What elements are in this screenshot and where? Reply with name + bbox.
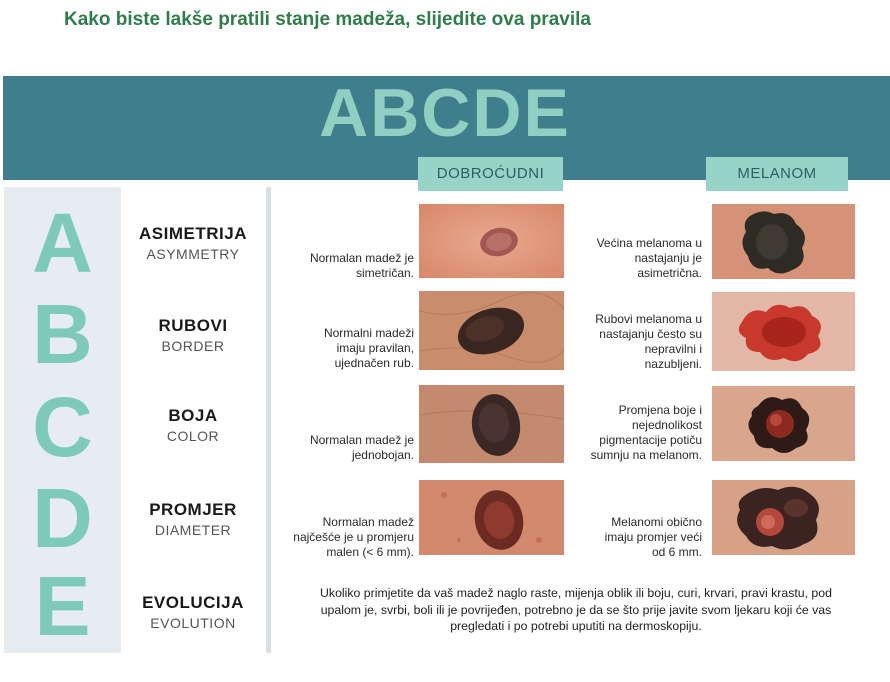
text-line: Normalan madež je <box>309 433 414 447</box>
melanoma-diameter-photo <box>712 480 855 555</box>
benign-text-asymmetry <box>280 251 414 281</box>
row-label-asymmetry <box>122 224 264 262</box>
text-line: nastajanju je <box>634 251 702 265</box>
text-line: sumnju na melanom. <box>590 448 702 462</box>
row-label-en: EVOLUTION <box>150 615 236 631</box>
melanoma-color-photo <box>712 386 855 461</box>
benign-text-border <box>280 326 414 371</box>
text-line: pigmentacije potiču <box>599 433 702 447</box>
letter-d: D <box>32 471 93 565</box>
letter-a: A <box>32 196 93 290</box>
text-line: imaju pravilan, <box>336 341 414 355</box>
benign-text-diameter <box>280 515 414 560</box>
text-line: jednobojan. <box>351 448 414 462</box>
letter-b: B <box>32 287 93 381</box>
row-label-hr: EVOLUCIJA <box>142 593 244 612</box>
row-label-en: COLOR <box>166 428 220 444</box>
row-label-hr: RUBOVI <box>158 316 228 335</box>
text-line: asimetrična. <box>637 266 702 280</box>
text-line: nastajanju često su <box>599 327 702 341</box>
column-header-melanoma: MELANOM <box>706 157 848 191</box>
row-label-hr: BOJA <box>168 406 218 425</box>
row-label-en: DIAMETER <box>154 522 232 538</box>
melanoma-text-color <box>570 403 702 463</box>
row-label-hr: PROMJER <box>149 500 237 519</box>
banner-title: ABCDE <box>319 75 571 151</box>
row-label-color <box>122 406 264 444</box>
column-header-benign: DOBROĆUDNI <box>418 157 563 191</box>
row-label-border <box>122 316 264 354</box>
melanoma-text-asymmetry <box>570 236 702 281</box>
column-divider <box>266 187 271 653</box>
row-label-diameter <box>122 500 264 538</box>
row-label-en: ASYMMETRY <box>146 246 240 262</box>
text-line: nazubljeni. <box>644 357 702 371</box>
row-label-evolution <box>122 593 264 631</box>
benign-asymmetry-photo <box>419 204 564 278</box>
text-line: od 6 mm. <box>651 545 702 559</box>
text-line: Rubovi melanoma u <box>595 312 702 326</box>
text-line: nejednolikost <box>631 418 702 432</box>
text-line: upalom je, svrbi, boli ili je povrijeđen, potrebno je da se što prije javite svom ljekaru koji će vas <box>320 602 832 617</box>
text-line: Većina melanoma u <box>596 236 702 250</box>
text-line: imaju promjer veći <box>604 530 702 544</box>
benign-diameter-photo <box>419 480 564 555</box>
text-line: ujednačen rub. <box>334 356 414 370</box>
row-label-hr: ASIMETRIJA <box>139 224 247 243</box>
text-line: Melanomi obično <box>611 515 702 529</box>
text-line: Promjena boje i <box>618 403 702 417</box>
benign-color-photo <box>419 385 564 463</box>
benign-text-color <box>280 433 414 463</box>
melanoma-text-diameter <box>570 515 702 560</box>
letter-c: C <box>32 380 93 474</box>
evolution-description <box>292 585 860 635</box>
text-line: Normalan madež <box>322 515 414 529</box>
text-line: Normalan madež je <box>309 251 414 265</box>
text-line: malen (< 6 mm). <box>326 545 414 559</box>
text-line: simetričan. <box>355 266 414 280</box>
melanoma-text-border <box>570 312 702 372</box>
page-title: Kako biste lakše pratili stanje madeža, slijedite ova pravila <box>64 9 591 30</box>
text-line: najčešće je u promjeru <box>293 530 414 544</box>
text-line: nepravilni i <box>644 342 702 356</box>
letter-e: E <box>34 559 91 653</box>
text-line: Normalni madeži <box>323 326 414 340</box>
melanoma-asymmetry-photo <box>712 204 855 279</box>
melanoma-border-photo <box>712 292 855 371</box>
row-label-en: BORDER <box>161 338 225 354</box>
benign-border-photo <box>419 291 564 370</box>
text-line: Ukoliko primjetite da vaš madež naglo raste, mijenja oblik ili boju, curi, krvari, pravi krastu, pod <box>320 586 832 600</box>
text-line: pregledati i po potrebi uputiti na dermoskopiju. <box>450 619 702 633</box>
